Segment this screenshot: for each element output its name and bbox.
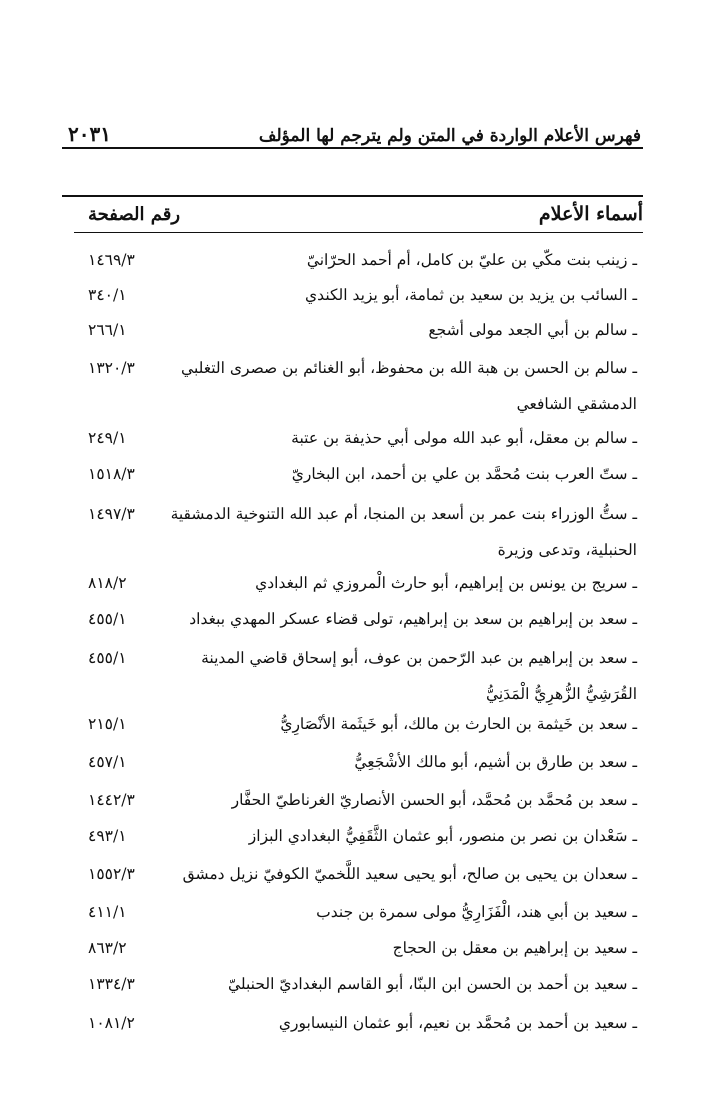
entry-name: ـ سعدان بن يحيى بن صالح، أبو يحيى سعيد اللَّخميّ الكوفيّ نزيل دمشق (182, 865, 637, 883)
entry-page-ref: ٤٩٣/١ (88, 827, 127, 845)
entry-name: ـ سعيد بن أحمد بن الحسن ابن البنّا، أبو القاسم البغداديّ الحنبليّ (227, 975, 637, 993)
entry-name: ـ ستّ العرب بنت مُحمَّد بن علي بن أحمد، ابن البخاريّ (291, 465, 637, 483)
names-column-header: أسماء الأعلام (538, 203, 643, 225)
entry-name: ـ سعيد بن إبراهيم بن معقل بن الحجاج (392, 939, 637, 957)
entry-name: ـ سعد بن إبراهيم بن عبد الرّحمن بن عوف، أبو إسحاق قاضي المدينة القُرَشِيُّ الزُّهرِيُّ الْمَدَنِيُّ (201, 649, 637, 703)
entry-page-ref: ١٤٤٢/٣ (88, 791, 135, 809)
entry-page-ref: ٢٦٦/١ (88, 321, 127, 339)
entry-name: ـ سعيد بن أبي هند، الْفَزَارِيُّ مولى سمرة بن جندب (316, 903, 637, 921)
entry-page-ref: ٣٤٠/١ (88, 286, 127, 304)
entry-name: ـ سالم بن الحسن بن هبة الله بن محفوظ، أبو الغنائم بن صصرى التغلبي الدمشقي الشافعي (181, 359, 637, 413)
entry-page-ref: ٢٤٩/١ (88, 429, 127, 447)
entry-page-ref: ٨٦٣/٢ (88, 939, 127, 957)
entry-name: ـ ستُّ الوزراء بنت عمر بن أسعد بن المنجا، أم عبد الله التنوخية الدمشقية الحنبلية، وتدعى وزيرة (170, 505, 637, 559)
entry-page-ref: ١٥٥٢/٣ (88, 865, 135, 883)
entry-name: ـ سعد بن مُحمَّد بن مُحمَّد، أبو الحسن الأنصاريّ الغرناطيّ الحفَّار (231, 791, 637, 809)
entry-page-ref: ١٥١٨/٣ (88, 465, 135, 483)
entry-name: ـ سَعْدان بن نصر بن منصور، أبو عثمان الثَّقَفِيُّ البغدادي البزاز (248, 827, 637, 845)
entry-page-ref: ٤٥٧/١ (88, 753, 127, 771)
entry-page-ref: ١٣٣٤/٣ (88, 975, 135, 993)
running-head (68, 112, 641, 146)
entry-name: ـ سالم بن أبي الجعد مولى أشجع (428, 321, 637, 339)
entry-name: ـ السائب بن يزيد بن سعيد بن ثمامة، أبو يزيد الكندي (305, 286, 637, 304)
entry-page-ref: ١٣٢٠/٣ (88, 359, 135, 377)
entry-page-ref: ٤١١/١ (88, 903, 127, 921)
entry-page-ref: ٨١٨/٢ (88, 574, 127, 592)
column-head-bottom-rule (74, 232, 643, 233)
entry-page-ref: ٢١٥/١ (88, 715, 127, 733)
entry-name: ـ سالم بن معقل، أبو عبد الله مولى أبي حذيفة بن عتبة (291, 429, 637, 447)
header-rule (62, 147, 643, 149)
entry-name: ـ سريج بن يونس بن إبراهيم، أبو حارث الْمروزي ثم البغدادي (255, 574, 637, 592)
entry-name: ـ سعد بن خَيثمة بن الحارث بن مالك، أبو خَيثَمة الأنْصَارِيُّ (280, 715, 637, 733)
page-column-header: رقم الصفحة (88, 203, 181, 225)
entry-name: ـ سعد بن إبراهيم بن سعد بن إبراهيم، تولى قضاء عسكر المهدي ببغداد (189, 610, 637, 628)
entry-page-ref: ١٠٨١/٢ (88, 1014, 135, 1032)
entry-page-ref: ٤٥٥/١ (88, 649, 127, 667)
column-headers (88, 198, 643, 230)
entry-name: ـ سعد بن طارق بن أشيم، أبو مالك الأشْجَعِيُّ (354, 753, 637, 771)
column-head-top-rule (62, 195, 643, 197)
page-title: فهرس الأعلام الواردة في المتن ولم يترجم لها المؤلف (258, 126, 641, 146)
entry-name: ـ سعيد بن أحمد بن مُحمَّد بن نعيم، أبو عثمان النيسابوري (278, 1014, 637, 1032)
page-number: ٢٠٣١ (68, 122, 111, 146)
entry-page-ref: ٤٥٥/١ (88, 610, 127, 628)
entry-name: ـ زينب بنت مكّي بن عليّ بن كامل، أم أحمد الحرّانيّ (306, 251, 637, 269)
entry-page-ref: ١٤٦٩/٣ (88, 251, 135, 269)
entry-page-ref: ١٤٩٧/٣ (88, 505, 135, 523)
